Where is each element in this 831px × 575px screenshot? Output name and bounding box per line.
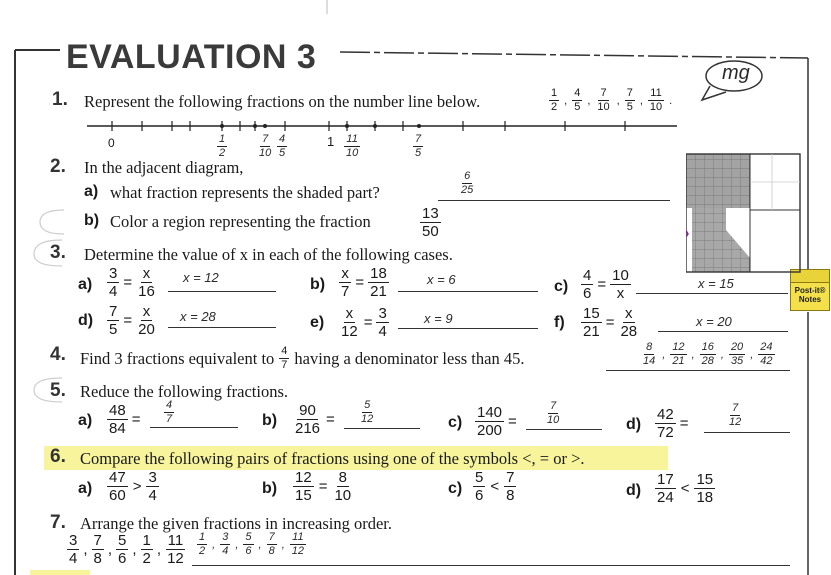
q4-answer: $\frac{8}{14}$ , $\frac{12}{21}$ , $\frac{16}{28}$ , $\frac{20}{35}$ , $\frac{24}{42}$: [643, 341, 773, 367]
q3c-answer: x = 15: [698, 276, 734, 291]
post-it-notes: Notes: [798, 295, 822, 304]
q7-line: [192, 565, 790, 566]
q6a-comparison: $\frac{47}{60}$ > $\frac{3}{4}$: [109, 469, 157, 504]
numberline-mark: $\frac{11}{10}$: [346, 133, 359, 159]
q5a-answer: $\frac{4}{7}$: [166, 399, 173, 425]
q7-given-fractions: $\frac{3}{4}$ , $\frac{7}{8}$ , $\frac{5}{6}$ , $\frac{1}{2}$ , $\frac{11}{12}$: [69, 532, 184, 567]
q6d-comparison: $\frac{17}{24}$ < $\frac{15}{18}$: [657, 471, 714, 506]
post-it-brand: Post-it®: [794, 286, 826, 295]
q5b-line: [344, 428, 420, 429]
q6b-label: b): [262, 480, 278, 497]
q5c-label: c): [448, 414, 463, 431]
q5b-equation: $\frac{90}{216}$ =: [295, 402, 335, 437]
q2a-answer-line: [438, 200, 670, 201]
q5d-line: [704, 432, 790, 433]
q3-number: 3.: [50, 242, 66, 263]
q3a-answer: x = 12: [183, 270, 219, 285]
q3e-label: e): [310, 314, 325, 331]
q6d-label: d): [626, 482, 642, 499]
q3f-equation: $\frac{15}{21}$ = $\frac{x}{28}$: [583, 305, 638, 340]
numberline-mark: $\frac{7}{5}$: [415, 133, 422, 159]
q1-frac: $\frac{11}{10}$: [649, 87, 663, 113]
numberline-zero: 0: [108, 136, 115, 150]
q6-number: 6.: [50, 446, 66, 467]
q5a-equation: $\frac{48}{84}$ =: [109, 402, 141, 437]
numberline-mark: $\frac{7}{10}$: [259, 133, 272, 159]
numberline-mark: $\frac{4}{5}$: [279, 133, 286, 159]
q7-answer: $\frac{1}{2}$ , $\frac{3}{4}$ , $\frac{5}{6}$ , $\frac{7}{8}$ , $\frac{11}{12}$: [199, 531, 304, 557]
q5d-label: d): [626, 416, 642, 433]
q2b-text: Color a region representing the fraction: [110, 212, 371, 231]
q4-number: 4.: [50, 344, 66, 365]
q6b-comparison: $\frac{12}{15}$ = $\frac{8}{10}$: [295, 469, 352, 504]
q5c-equation: $\frac{140}{200}$ =: [477, 404, 517, 439]
q5b-label: b): [262, 412, 278, 429]
q6-text: Compare the following pairs of fractions using one of the symbols <, = or >.: [80, 449, 585, 468]
q2-text: In the adjacent diagram,: [84, 158, 244, 177]
q3c-line: [636, 293, 788, 294]
q6c-label: c): [448, 480, 463, 497]
q5a-line: [150, 427, 238, 428]
q1-frac: $\frac{4}{5}$: [574, 87, 581, 113]
q5c-line: [526, 429, 602, 430]
q1-frac: $\frac{7}{5}$: [626, 87, 633, 113]
q3d-equation: $\frac{7}{5}$ = $\frac{x}{20}$: [109, 303, 155, 338]
q3a-equation: $\frac{3}{4}$ = $\frac{x}{16}$: [109, 265, 155, 300]
q5a-label: a): [78, 412, 93, 429]
bottom-highlight: [30, 570, 90, 575]
q5d-answer: $\frac{7}{12}$: [729, 402, 742, 428]
q7-number: 7.: [50, 512, 66, 533]
q3d-answer: x = 28: [180, 309, 216, 324]
q3-text: Determine the value of x in each of the following cases.: [84, 245, 453, 264]
numberline-mark: $\frac{1}{2}$: [219, 133, 226, 159]
q2a-label: a): [84, 183, 99, 200]
q5-bracket: [30, 374, 66, 406]
q6c-comparison: $\frac{5}{6}$ < $\frac{7}{8}$: [475, 469, 515, 504]
q1-text: Represent the following fractions on the number line below.: [84, 92, 481, 111]
q3b-label: b): [310, 276, 326, 293]
q1-fraction-list: $\frac{1}{2}$ , $\frac{4}{5}$ , $\frac{7}{10}$ , $\frac{7}{5}$ , $\frac{11}{10}$ .: [551, 87, 673, 113]
q3d-line: [168, 327, 276, 328]
q5c-answer: $\frac{7}{10}$: [547, 400, 560, 426]
q3d-label: d): [78, 312, 94, 329]
q3-bracket: [30, 236, 66, 270]
q2b-fraction: $\frac{13}{50}$: [422, 205, 439, 240]
q3c-equation: $\frac{4}{6}$ = $\frac{10}{x}$: [583, 267, 629, 302]
q5-text: Reduce the following fractions.: [80, 382, 289, 401]
q4-text: Find 3 fractions equivalent to $\frac{4}{7}$ having a denominator less than 45.: [80, 345, 525, 371]
q2b-label: b): [84, 212, 100, 229]
q1-frac: $\frac{7}{10}$: [597, 87, 610, 113]
q2-number: 2.: [50, 156, 66, 177]
q2a-text: what fraction represents the shaded part?: [110, 183, 380, 202]
q3c-label: c): [554, 278, 569, 295]
q3a-label: a): [78, 276, 93, 293]
q2-bracket: [36, 206, 66, 238]
q7-text: Arrange the given fractions in increasing order.: [80, 514, 393, 533]
page-title: EVALUATION 3: [66, 38, 317, 76]
q3b-line: [398, 291, 538, 292]
q3e-line: [398, 328, 538, 329]
q3f-answer: x = 20: [696, 314, 732, 329]
q1-frac: $\frac{1}{2}$: [551, 87, 558, 113]
q4-line: [606, 370, 790, 371]
q3a-line: [168, 291, 276, 292]
q5b-answer: $\frac{5}{12}$: [361, 399, 374, 425]
q2a-answer: $\frac{6}{25}$: [461, 170, 474, 196]
number-line: [85, 118, 685, 134]
q3e-answer: x = 9: [424, 311, 453, 326]
q5d-equation: $\frac{42}{72}$ =: [657, 406, 689, 441]
q3b-equation: $\frac{x}{7}$ = $\frac{18}{21}$: [341, 265, 387, 300]
q6a-label: a): [78, 480, 93, 497]
q1-number: 1.: [52, 89, 68, 110]
q3e-equation: $\frac{x}{12}$ = $\frac{3}{4}$: [341, 305, 387, 340]
shaded-diagram: [686, 150, 802, 278]
q3b-answer: x = 6: [427, 272, 456, 287]
q3f-label: f): [554, 314, 565, 331]
q5-number: 5.: [50, 380, 66, 401]
teacher-initials: mg: [722, 62, 750, 84]
numberline-one: 1: [327, 134, 335, 149]
q3f-line: [658, 331, 788, 332]
